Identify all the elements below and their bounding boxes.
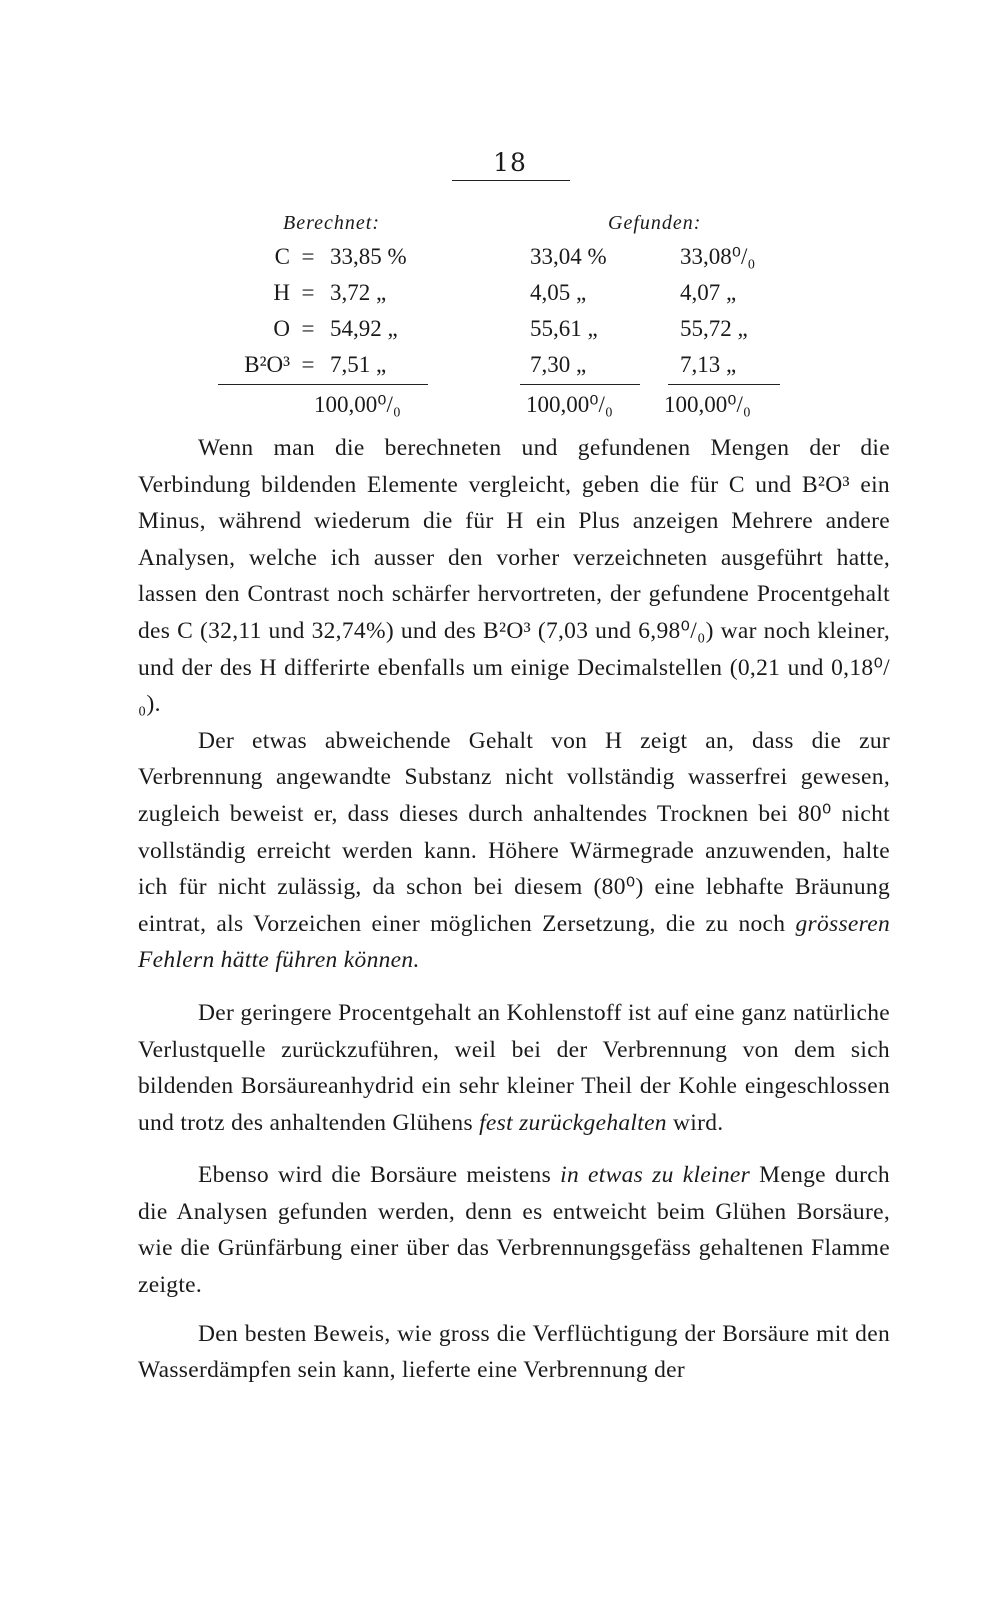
paragraph bbox=[138, 1316, 890, 1389]
found1-cell: 33,04 % bbox=[530, 244, 607, 269]
equals-cell: = bbox=[301, 280, 315, 305]
paragraph bbox=[138, 995, 890, 1141]
found1-cell: 7,30 „ bbox=[530, 352, 587, 377]
found2-cell: 4,07 „ bbox=[680, 280, 737, 305]
table-row bbox=[0, 244, 1000, 274]
paragraph-italic: grösseren Fehlern hätte führen können. bbox=[138, 910, 890, 974]
found2-cell: 7,13 „ bbox=[680, 352, 737, 377]
equals-cell: = bbox=[301, 244, 315, 269]
paragraph-text-tail: Menge durch die Analysen gefunden werden, denn es entweicht beim Glühen Borsäure, wie die Grünfärbung einer über das Verbrennungsgefäss gehaltenen Flamme zeigte. bbox=[138, 1162, 890, 1299]
paragraph-text: Der etwas abweichende Gehalt von H zeigt an, dass die zur Verbrennung angewandte Substanz nicht vollständig wasserfrei gewesen, zugleich beweist er, dass dieses durch anhaltendes Trocknen bei 80⁰ nicht vollständig erreicht werden kann. Höhere Wärmegrade anzuwenden, halte ich für nicht zulässig, da schon bei diesem (80⁰) eine lebhafte Bräunung eintrat, als Vorzeichen einer möglichen Zersetzung, die zu noch bbox=[138, 727, 890, 937]
equals-cell: = bbox=[301, 316, 315, 341]
table-row bbox=[0, 316, 1000, 346]
paragraph-text: Ebenso wird die Borsäure meistens bbox=[198, 1162, 561, 1189]
paragraph bbox=[138, 723, 890, 979]
element-cell: O bbox=[273, 316, 290, 341]
page-number-rule bbox=[452, 180, 570, 181]
header-calculated: Berechnet: bbox=[283, 212, 380, 234]
paragraph-italic: in etwas zu kleiner bbox=[560, 1162, 751, 1189]
found2-cell: 33,08⁰/₀ bbox=[680, 244, 756, 269]
paragraph bbox=[138, 430, 890, 723]
paragraph-text: Den besten Beweis, wie gross die Verflüchtigung der Borsäure mit den Wasserdämpfen sein kann, lieferte eine Verbrennung der bbox=[138, 1320, 890, 1384]
found1-cell: 4,05 „ bbox=[530, 280, 587, 305]
header-found: Gefunden: bbox=[608, 212, 702, 234]
calculated-cell: 33,85 % bbox=[330, 244, 407, 269]
element-cell: C bbox=[274, 244, 290, 269]
equals-cell: = bbox=[301, 352, 315, 377]
found1-cell: 55,61 „ bbox=[530, 316, 598, 341]
sum-rule-calculated bbox=[218, 384, 428, 385]
total-found2: 100,00⁰/₀ bbox=[664, 392, 751, 417]
sum-rule-found2 bbox=[668, 384, 780, 385]
paragraph-italic: fest zurückgehalten bbox=[479, 1109, 667, 1136]
paragraph-text: Der geringere Procentgehalt an Kohlenstoff ist auf eine ganz natürliche Verlustquelle zurückzuführen, weil bei der Verbrennung von dem sich bildenden Borsäureanhydrid ein sehr kleiner Theil der Kohle eingeschlossen und trotz des anhaltenden Glühens bbox=[138, 999, 890, 1136]
table-row bbox=[0, 280, 1000, 310]
body-text bbox=[138, 430, 890, 1389]
element-cell: B²O³ bbox=[244, 352, 290, 377]
found2-cell: 55,72 „ bbox=[680, 316, 748, 341]
paragraph bbox=[138, 1157, 890, 1303]
sum-rule-found1 bbox=[520, 384, 640, 385]
paragraph-text: Wenn man die berechneten und gefundenen Mengen der die Verbindung bildenden Elemente vergleicht, geben die für C und B²O³ ein Minus, während wiederum die für H ein Plus anzeigen Mehrere andere Analysen, welche ich ausser den vorher verzeichneten ausgeführt hatte, lassen den Contrast noch schärfer hervortreten, der gefundene Procentgehalt des C (32,11 und 32,74%) und des B²O³ (7,03 und 6,98⁰/₀) war noch kleiner, und der des H differirte ebenfalls um einige Decimalstellen (0,21 und 0,18⁰/₀). bbox=[138, 435, 890, 718]
total-calculated: 100,00⁰/₀ bbox=[314, 392, 401, 417]
element-cell: H bbox=[273, 280, 290, 305]
paragraph-text-tail: wird. bbox=[666, 1109, 724, 1136]
table-total-row bbox=[0, 392, 1000, 422]
page-number: 18 bbox=[493, 148, 527, 177]
calculated-cell: 7,51 „ bbox=[330, 352, 387, 377]
calculated-cell: 54,92 „ bbox=[330, 316, 398, 341]
table-row bbox=[0, 352, 1000, 382]
calculated-cell: 3,72 „ bbox=[330, 280, 387, 305]
total-found1: 100,00⁰/₀ bbox=[526, 392, 613, 417]
